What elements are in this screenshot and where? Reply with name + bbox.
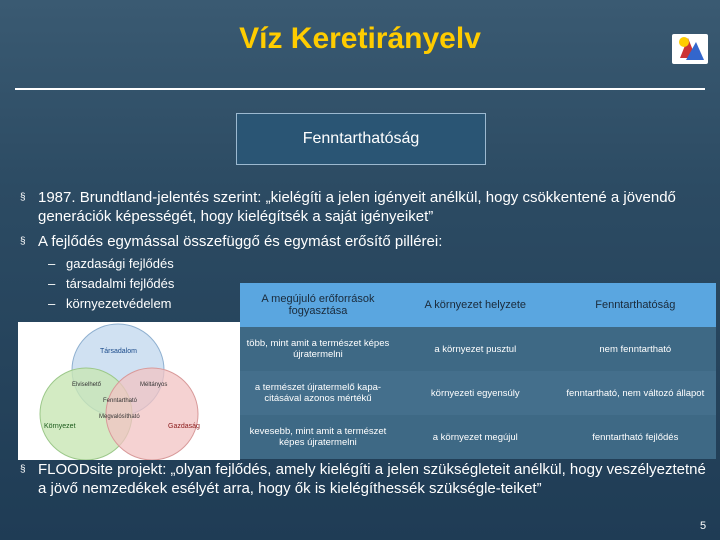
table-cell: a környezet pusztul <box>396 327 555 371</box>
table-header-row <box>240 283 716 327</box>
table-header-cell: A környezet helyzete <box>396 283 555 327</box>
subtitle-box: Fenntarthatóság <box>236 113 486 165</box>
page-number: 5 <box>700 520 707 532</box>
table-cell: fenntartható fejlődés <box>555 415 716 459</box>
venn-label-economy: Gazdaság <box>168 423 200 430</box>
bullet-text: FLOODsite projekt: „olyan fejlődés, amely kielégíti a jelen szükségleteit anélkül, hogy veszélyeztetné a jövő nemzedékek esélyét arra, hogy ők is kielégíthessék szükségle-teiket” <box>38 461 706 497</box>
table-header-cell: Fenntarthatóság <box>555 283 716 327</box>
bullet-brundtland <box>20 188 710 226</box>
sustainability-table <box>240 283 716 459</box>
table-row <box>240 371 716 415</box>
title-rule <box>15 88 705 90</box>
venn-label-equitable: Méltányos <box>140 382 168 388</box>
table-cell: fenntartható, nem változó állapot <box>555 371 716 415</box>
table-cell: kevesebb, mint amit a természet képes újratermelni <box>240 415 396 459</box>
bullet-floodsite <box>20 460 710 498</box>
bullet-mark: § <box>20 236 26 247</box>
table-cell: környezeti egyensúly <box>396 371 555 415</box>
table-cell: a környezet megújul <box>396 415 555 459</box>
venn-label-society: Társadalom <box>100 348 137 355</box>
venn-label-environment: Környezet <box>44 423 76 430</box>
bullet-text: 1987. Brundtland-jelentés szerint: „kielégíti a jelen igényeit anélkül, hogy csökkentené a jövendő generációk képességét, hogy kielégítsék a saját igényeiket” <box>38 189 676 225</box>
table-cell: több, mint amit a természet képes újratermelni <box>240 327 396 371</box>
table-row <box>240 415 716 459</box>
sub-bullet-social: – társadalmi fejlődés <box>48 276 175 291</box>
venn-label-bearable: Elviselhető <box>72 382 102 388</box>
table-header-cell: A megújuló erőforrások fogyasztása <box>240 283 396 327</box>
slide-title: Víz Keretirányelv <box>239 22 481 55</box>
table-cell: a természet újratermelő kapa-citásával azonos mértékű <box>240 371 396 415</box>
table-row <box>240 327 716 371</box>
venn-diagram <box>18 322 240 460</box>
bullet-mark: § <box>20 192 26 203</box>
bullet-pillars <box>20 232 710 251</box>
logo-icon <box>670 28 710 68</box>
table-cell: nem fenntartható <box>555 327 716 371</box>
sub-bullet-environmental: – környezetvédelem <box>48 296 172 311</box>
bullet-mark: § <box>20 464 26 475</box>
venn-label-sustainable: Fenntartható <box>103 398 138 404</box>
bullet-text: A fejlődés egymással összefüggő és egymást erősítő pillérei: <box>38 233 443 250</box>
venn-label-viable: Megvalósítható <box>99 414 140 420</box>
sub-bullet-economic: – gazdasági fejlődés <box>48 256 174 271</box>
